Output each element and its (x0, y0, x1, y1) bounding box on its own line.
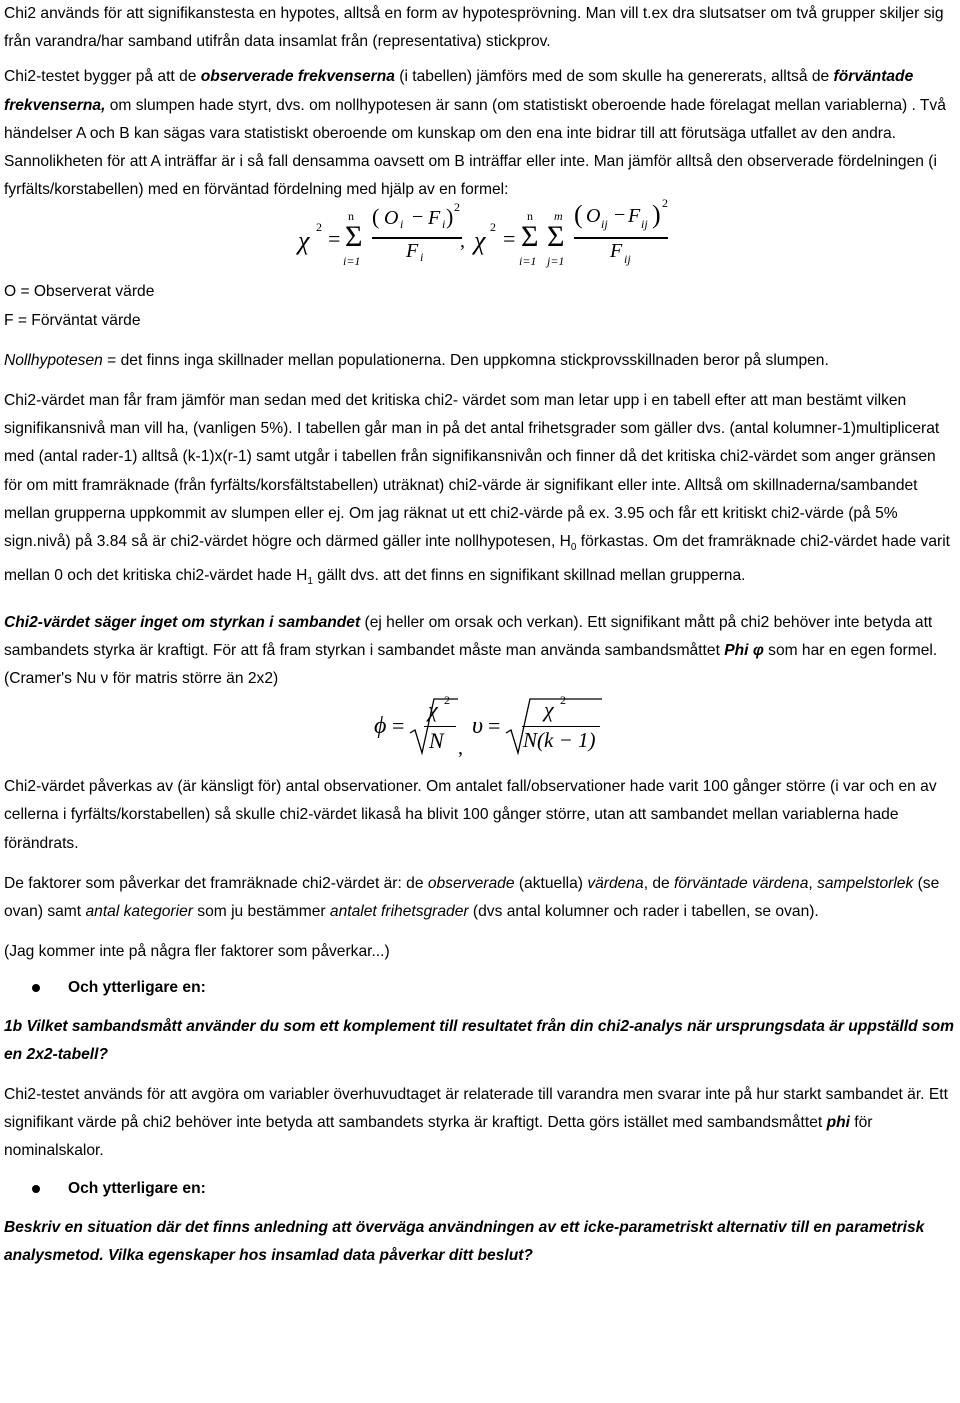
legend-expected: F = Förväntat värde (4, 311, 141, 329)
chi2-formula: χ 2 = n Σ i=1 ( O i − F i ) 2 F i , χ 2 = n Σ i=1 m Σ j=1 ( O ij − F ij ) 2 F ij (298, 196, 668, 269)
question-nonparametric: Beskriv en situation där det finns anledning att överväga användningen av ett icke-parametriskt alternativ till en parametrisk analysmetod. Vilka egenskaper hos insamlad data påverkar ditt beslut? (4, 1218, 925, 1264)
chi-symbol-2: χ (474, 226, 486, 256)
factors-paragraph: De faktorer som påverkar det framräknade chi2-värdet är: de observerade (aktuella) värdena, de förväntade värdena, sampelstorlek (se ovan) samt antal kategorier som ju bestämmer antalet frihetsgrader (dvs antal kolumner och rader i tabellen, se ovan). (4, 874, 940, 921)
chi-symbol: χ (298, 226, 310, 256)
sum-symbol-j: Σ (547, 220, 565, 254)
bullet-item-1: Och ytterligare en: (32, 975, 958, 1001)
critical-value-paragraph: Chi2-värdet man får fram jämför man sedan med det kritiska chi2- värdet som man letar upp i en tabell efter att man bestämt vilken signifikansnivå man vill ha, (vanligen 5%). I tabellen går man in på det antal frihetsgrader som gäller dvs. (antal kolumner-1)multiplicerat med (antal rader-1) alltså (k-1)x(r-1) samt utgår i tabellen från signifikansnivån och finner då det kritiska chi2-värdet som anger gränsen för om mitt framräknade (från fyrfälts/korsfältstabellen) uträknat) chi2-värde är signifikant eller inte. Alltså om skillnaderna/sambandet mellan grupperna uppkommit av slumpen eller ej. Om jag räknat ut ett chi2-värde på ex. 3.95 och får ett kritiskt chi2-värde (på 5% sign.nivå) på 3.84 så är chi2-värdet högre och därmed gäller inte nollhypotesen, $H_0$ förkastas. Om det framräknade chi2-värdet hade varit mellan 0 och det kritiska chi2-värdet hade $H_1$ gällt dvs. att det finns en signifikant skillnad mellan grupperna. (4, 392, 951, 588)
question-1b: 1b Vilket sambandsmått använder du som ett komplement till resultatet från din chi2-analys när ursprungsdata är uppställd som en 2x2-tabell? (4, 1017, 955, 1063)
null-hypothesis-term: Nollhypotesen (4, 351, 103, 369)
expected-frequencies-term: förväntade frekvenserna, (4, 68, 914, 114)
fraction-line (372, 237, 462, 238)
phi-term: Phi φ (724, 641, 764, 659)
phi-symbol: ϕ (374, 713, 387, 740)
phi-term-2: phi (826, 1114, 850, 1132)
sum-symbol: Σ (345, 220, 363, 254)
more-factors-paragraph: (Jag kommer inte på några fler faktorer som påverkar...) (4, 943, 390, 961)
bullet-icon (32, 1185, 40, 1193)
nu-symbol: υ (472, 713, 484, 740)
sum-symbol-i: Σ (521, 220, 539, 254)
fraction-line-2 (574, 237, 668, 238)
answer-1b-paragraph: Chi2-testet används för att avgöra om variabler överhuvudtaget är relaterade till varandra men svarar inte på hur starkt sambandet är. Ett signifikant värde på chi2 behöver inte betyda att sambandets styrka är kraftigt. Detta görs istället med sambandsmåttet phi för nominalskalor. (4, 1085, 948, 1160)
strength-paragraph: Chi2-värdet säger inget om styrkan i sambandet (ej heller om orsak och verkan). Ett signifikant mått på chi2 behöver inte betyda att sambandets styrka är kraftigt. För att få fram styrkan i sambandet måste man använda sambandsmåttet Phi φ som har en egen formel. (Cramer's Nu ν för matris större än 2x2) (4, 613, 938, 688)
chi2-test-paragraph: Chi2-testet bygger på att de observerade frekvenserna (i tabellen) jämförs med de som skulle ha genererats, alltså de förväntade frekvenserna, om slumpen hade styrt, dvs. om nollhypotesen är sann (om statistiskt oberoende hade förelagat mellan variablerna) . Två händelser A och B kan sägas vara statistiskt oberoende om kunskap om den ena inte bidrar till att förutsäga utfallet av den andra. Sannolikheten för att A inträffar är i så fall densamma oavsett om B inträffar eller inte. Man jämför alltså den observerade fördelningen (i fyrfälts/korstabellen) med en förväntad fördelning med hjälp av en formel: (4, 68, 946, 199)
phi-formula: ϕ = χ 2 N , υ = χ 2 N(k − 1) (4, 693, 958, 773)
bullet-icon (32, 984, 40, 992)
strength-statement: Chi2-värdet säger inget om styrkan i sambandet (4, 613, 361, 631)
bullet-item-2: Och ytterligare en: (32, 1176, 958, 1202)
intro-paragraph: Chi2 används för att signifikanstesta en hypotes, alltså en form av hypotesprövning. Man vill t.ex dra slutsatser om två grupper skiljer sig från varandra/har samband utifrån data insamlat från (representativa) stickprov. (4, 5, 944, 51)
sensitivity-paragraph: Chi2-värdet påverkas av (är känsligt för) antal observationer. Om antalet fall/observationer hade varit 100 gånger större (i var och en av cellerna i fyrfälts/korstabellen) så skulle chi2-värdet likaså ha blivit 100 gånger större, utan att sambandet mellan variablerna hade förändrats. (4, 778, 937, 852)
observed-frequencies-term: observerade frekvenserna (200, 68, 395, 86)
null-hypothesis-paragraph: Nollhypotesen = det finns inga skillnader mellan populationerna. Den uppkomna stickprovsskillnaden beror på slumpen. (4, 351, 829, 369)
legend-observed: O = Observerat värde (4, 283, 155, 301)
